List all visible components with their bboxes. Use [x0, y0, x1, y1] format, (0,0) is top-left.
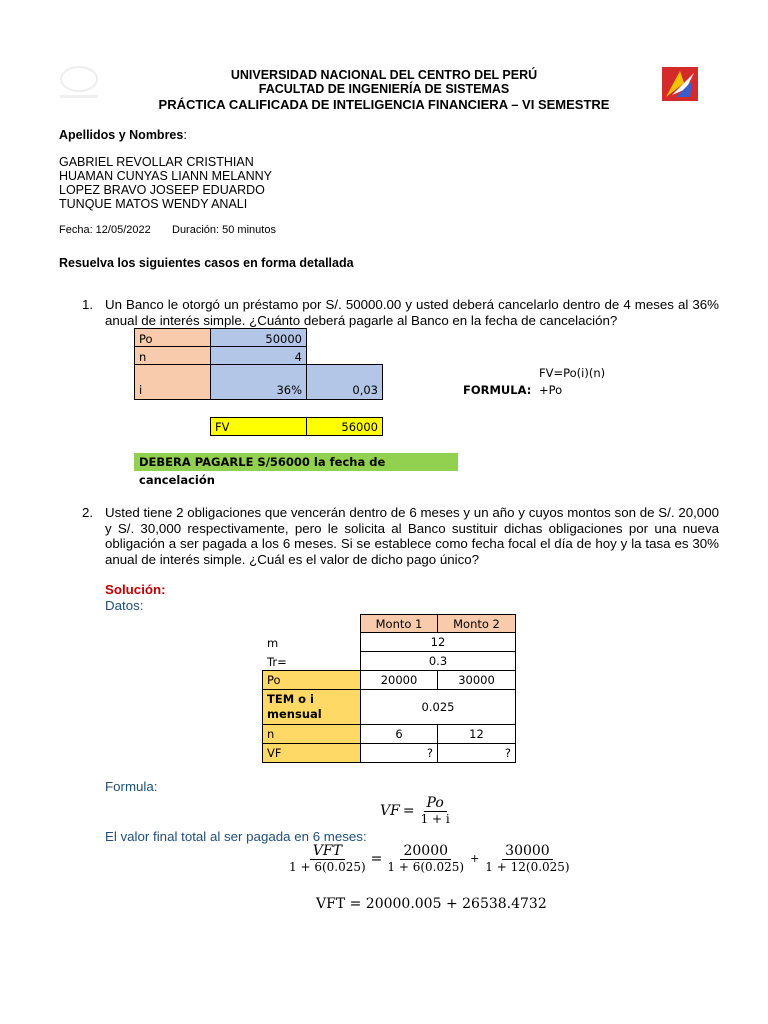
i-value: 36% [210, 364, 307, 400]
vft-den: 1 + 6(0.025) [289, 860, 366, 874]
student-name: TUNQUE MATOS WENDY ANALI [59, 197, 248, 211]
formula-po: +Po [539, 383, 563, 397]
fv-label: FV [210, 417, 307, 436]
col-monto2: Monto 2 [437, 614, 516, 633]
n2-monto2: 12 [437, 724, 516, 744]
po2-monto1: 20000 [360, 670, 438, 690]
po2-label: Po [262, 670, 361, 690]
term1-num: 20000 [400, 843, 451, 860]
formula-fv: FV=Po(i)(n) [539, 366, 606, 380]
formula-num: Po [424, 795, 447, 812]
col-monto1: Monto 1 [360, 614, 438, 633]
solucion-heading: Solución: [105, 582, 166, 597]
tr-value: 0.3 [360, 651, 516, 671]
po2-monto2: 30000 [437, 670, 516, 690]
equation-vft [286, 843, 573, 874]
student-list [59, 155, 272, 211]
vf-label: VF [262, 743, 361, 763]
names-label-colon: : [183, 128, 187, 142]
exam-title: PRÁCTICA CALIFICADA DE INTELIGENCIA FINANCIERA – VI SEMESTRE [158, 97, 610, 112]
fv-value: 56000 [306, 417, 383, 436]
problem1-text: Un Banco le otorgó un préstamo por S/. 50000.00 y usted deberá cancelarlo dentro de 4 meses al 36% anual de interés simple. ¿Cuánto deberá pagarle al Banco en la fecha de cancelación? [105, 297, 719, 328]
final-equation: VFT = 20000.005 + 26538.4732 [316, 896, 547, 912]
term2-num: 30000 [502, 843, 553, 860]
po-label: Po [134, 328, 211, 347]
term1-den: 1 + 6(0.025) [387, 860, 465, 874]
vf-monto1: ? [360, 743, 438, 763]
formula-den: 1 + i [420, 812, 450, 826]
n-label: n [134, 346, 211, 365]
eq2-plus: + [470, 852, 480, 865]
names-label-text: Apellidos y Nombres [59, 128, 184, 142]
university-title: UNIVERSIDAD NACIONAL DEL CENTRO DEL PERÚ [230, 68, 538, 82]
vft-num: VFT [310, 843, 345, 860]
tem-value: 0.025 [360, 689, 516, 725]
n-value: 4 [210, 346, 307, 365]
exam-date: Fecha: 12/05/2022 [59, 224, 151, 236]
final-heading: El valor final total al ser pagada en 6 meses: [105, 829, 367, 844]
vft-fraction [286, 843, 369, 874]
formula-vf [380, 795, 453, 826]
tem-label: TEM o i mensual [262, 689, 361, 725]
vf-monto2: ? [437, 743, 516, 763]
m-label: m [267, 635, 279, 650]
eq2-equals: = [370, 850, 383, 867]
term2-den: 1 + 12(0.025) [485, 860, 570, 874]
term2-fraction [482, 843, 572, 874]
m-value: 12 [360, 632, 516, 652]
names-label [59, 128, 187, 142]
student-name: HUAMAN CUNYAS LIANN MELANNY [59, 169, 273, 183]
formula-label: FORMULA: [463, 383, 532, 397]
datos-heading: Datos: [105, 598, 144, 613]
term1-fraction [384, 843, 467, 874]
problem1-number: 1. [82, 297, 94, 312]
formula-eq: = [402, 802, 415, 819]
tr-label: Tr= [267, 654, 287, 669]
formula-heading: Formula: [105, 779, 158, 794]
n2-label: n [262, 724, 361, 744]
exam-duration: Duración: 50 minutos [172, 224, 276, 236]
formula-lhs: VF [380, 802, 400, 819]
student-name: GABRIEL REVOLLAR CRISTHIAN [59, 155, 254, 169]
student-name: LOPEZ BRAVO JOSEEP EDUARDO [59, 183, 265, 197]
n2-monto1: 6 [360, 724, 438, 744]
problem1-answer: DEBERA PAGARLE S/56000 la fecha de cancelación [134, 453, 458, 471]
i-label: i [134, 364, 211, 400]
faculty-title: FACULTAD DE INGENIERÍA DE SISTEMAS [258, 82, 510, 96]
instruction: Resuelva los siguientes casos en forma detallada [59, 256, 354, 270]
problem2-number: 2. [82, 505, 94, 520]
formula-fraction [418, 795, 453, 826]
i-converted: 0,03 [306, 364, 383, 400]
po-value: 50000 [210, 328, 307, 347]
problem2-text: Usted tiene 2 obligaciones que vencerán dentro de 6 meses y un año y cuyos montos son de S/. 20,000 y S/. 30,000 respectivamente, pero le solicita al Banco sustituir dichas obligaciones por una nueva obligación a ser pagada a los 6 meses. Si se establece como fecha focal el día de hoy y la tasa es 30% anual de interés simple. ¿Cuál es el valor de dicho pago único? [105, 505, 719, 567]
